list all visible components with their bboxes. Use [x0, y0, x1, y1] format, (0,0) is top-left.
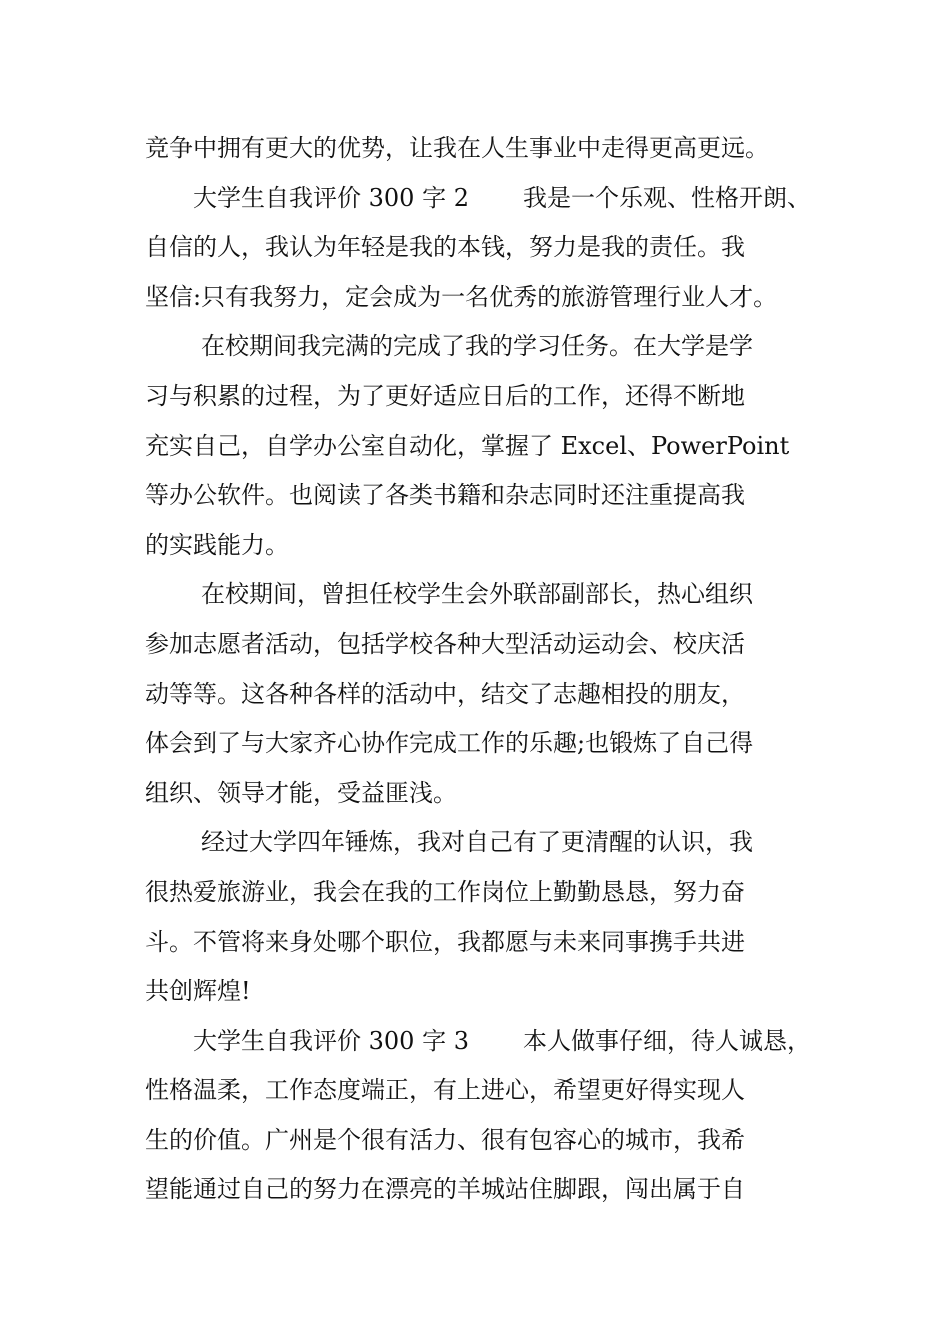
text-line: 性格温柔，工作态度端正，有上进心，希望更好得实现人: [145, 1076, 745, 1105]
section-heading: 大学生自我评价 300 字 2: [193, 183, 469, 212]
text-line: 斗。不管将来身处哪个职位，我都愿与未来同事携手共进: [145, 927, 745, 956]
paragraph-6: [145, 1017, 825, 1215]
text-line: 经过大学四年锤炼，我对自己有了更清醒的认识，我: [201, 828, 753, 857]
paragraph-4: [145, 570, 825, 818]
text-line: 组织、领导才能，受益匪浅。: [145, 778, 457, 807]
text-line: [145, 1017, 825, 1067]
paragraph-1: [145, 124, 825, 174]
text-line: 参加志愿者活动，包括学校各种大型活动运动会、校庆活: [145, 629, 745, 658]
text-fragment: 本人做事仔细，待人诚恳，: [522, 1026, 811, 1055]
text-fragment: 我是一个乐观、性格开朗、: [522, 183, 811, 212]
paragraph-3: [145, 322, 825, 570]
text-line: 竞争中拥有更大的优势，让我在人生事业中走得更高更远。: [145, 134, 769, 162]
text-line: 体会到了与大家齐心协作完成工作的乐趣;也锻炼了自己得: [145, 729, 754, 758]
paragraph-2: [145, 174, 825, 323]
text-line: 共创辉煌!: [145, 977, 251, 1006]
text-line: 望能通过自己的努力在漂亮的羊城站住脚跟，闯出属于自: [145, 1175, 745, 1204]
text-line: 充实自己，自学办公室自动化，掌握了 Excel、PowerPoint: [145, 431, 790, 460]
text-line: 很热爱旅游业，我会在我的工作岗位上勤勤恳恳，努力奋: [145, 877, 745, 906]
text-line: 等办公软件。也阅读了各类书籍和杂志同时还注重提高我: [145, 481, 745, 510]
text-line: 坚信:只有我努力，定会成为一名优秀的旅游管理行业人才。: [145, 282, 778, 311]
text-line: 自信的人，我认为年轻是我的本钱，努力是我的责任。我: [145, 233, 745, 262]
text-line: 在校期间，曾担任校学生会外联部副部长，热心组织: [201, 580, 753, 609]
text-line: [145, 174, 825, 224]
section-heading: 大学生自我评价 300 字 3: [193, 1026, 469, 1055]
text-line: 动等等。这各种各样的活动中，结交了志趣相投的朋友，: [145, 679, 745, 708]
text-line: 习与积累的过程，为了更好适应日后的工作，还得不断地: [145, 381, 745, 410]
text-line: 生的价值。广州是个很有活力、很有包容心的城市，我希: [145, 1125, 745, 1154]
text-line: 在校期间我完满的完成了我的学习任务。在大学是学: [201, 332, 753, 361]
paragraph-5: [145, 818, 825, 1016]
document-body: [145, 124, 825, 1215]
text-line: 的实践能力。: [145, 530, 289, 559]
